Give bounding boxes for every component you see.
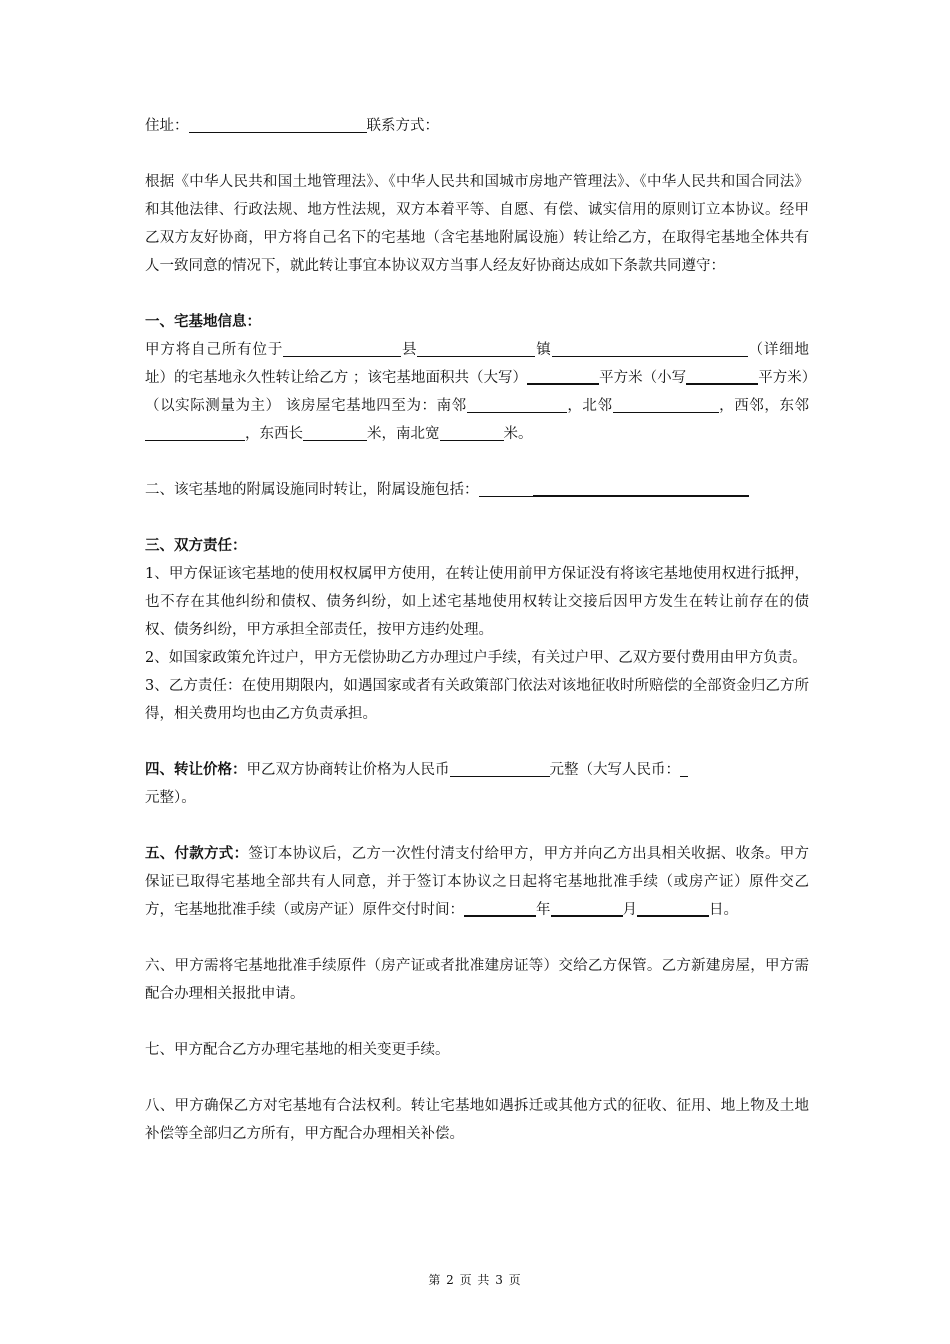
- price-blank: [450, 758, 550, 777]
- s4-text-3: 元整）。: [145, 790, 196, 806]
- section-8: 八、甲方确保乙方对宅基地有合法权利。转让宅基地如遇拆迁或其他方式的征收、征用、地上物及土地补偿等全部归乙方所有，甲方配合办理相关补偿。: [145, 1098, 809, 1142]
- south-blank: [467, 394, 567, 413]
- detail-address-blank: [552, 338, 748, 357]
- s2-text: 二、该宅基地的附属设施同时转让，附属设施包括：: [145, 482, 479, 498]
- east-blank: [145, 422, 245, 441]
- section-3-item-2: 2、如国家政策允许过户，甲方无偿协助乙方办理过户手续，有关过户甲、乙双方要付费用由甲方负责。: [145, 650, 807, 666]
- facilities-blank-b: [533, 477, 749, 497]
- length-blank: [303, 422, 367, 441]
- s5-heading: 五、付款方式：: [145, 845, 249, 862]
- section-3-heading: 三、双方责任：: [145, 537, 247, 554]
- s5-text-2: 年: [536, 902, 551, 918]
- s4-text-2: 元整（大写人民币：: [549, 762, 680, 778]
- s1-text-3: 镇: [535, 342, 552, 358]
- s5-text-4: 日。: [709, 902, 738, 918]
- s1-text-8: ，西邻，东邻: [718, 398, 810, 414]
- facilities-blank-a: [479, 478, 533, 497]
- area-lower-blank: [686, 365, 758, 385]
- day-blank: [637, 897, 709, 917]
- section-5: [145, 840, 809, 924]
- s4-heading: 四、转让价格：: [145, 761, 247, 778]
- preamble: 根据《中华人民共和国土地管理法》、《中华人民共和国城市房地产管理法》、《中华人民共和国合同法》和其他法律、行政法规、地方性法规，双方本着平等、自愿、有偿、诚实信用的原则订立本协议。经甲乙双方友好协商，甲方将自己名下的宅基地（含宅基地附属设施）转让给乙方，在取得宅基地全体共有人一致同意的情况下，就此转让事宜本协议双方当事人经友好协商达成如下条款共同遵守：: [145, 174, 809, 274]
- s1-text-1: 甲方将自己所有位于: [145, 342, 284, 358]
- s4-text-1: 甲乙双方协商转让价格为人民币: [246, 762, 450, 778]
- s5-text-3: 月: [622, 902, 637, 918]
- address-label: 住址：: [145, 118, 189, 134]
- section-3-item-3: 3、乙方责任：在使用期限内，如遇国家或者有关政策部门依法对该地征收时所赔偿的全部资金归乙方所得，相关费用均也由乙方负责承担。: [145, 678, 809, 722]
- town-blank: [417, 338, 535, 357]
- contact-label: 联系方式：: [366, 118, 439, 134]
- year-blank: [464, 897, 536, 917]
- address-line: [145, 112, 809, 140]
- area-upper-blank: [527, 365, 599, 385]
- section-1-heading: 一、宅基地信息：: [145, 313, 261, 330]
- s1-text-11: 米。: [503, 426, 533, 442]
- section-4: [145, 756, 809, 812]
- section-7: 七、甲方配合乙方办理宅基地的相关变更手续。: [145, 1042, 450, 1058]
- page-number-footer: 第 2 页 共 3 页: [428, 1273, 522, 1287]
- s1-text-5: 平方米（小写: [599, 370, 687, 386]
- s1-text-7: ，北邻: [566, 398, 613, 414]
- s1-text-9: ，东西长: [245, 426, 303, 442]
- s1-text-10: 米，南北宽: [367, 426, 440, 442]
- s1-text-4: （详细地址）的宅基地永久性转让给乙方 ；该宅基地面积共（大写）: [145, 342, 810, 386]
- county-blank: [283, 338, 401, 357]
- s1-text-2: 县: [401, 342, 418, 358]
- address-blank: [189, 114, 367, 133]
- document-body: [145, 112, 809, 1148]
- s5-text-1: 签订本协议后，乙方一次性付清支付给甲方，甲方并向乙方出具相关收据、收条。甲方保证已取得宅基地全部共有人同意，并于签订本协议之日起将宅基地批准手续（或房产证）原件交乙方，宅基地批准手续（或房产证）原件交付时间：: [145, 846, 810, 918]
- s1-text-6: 平方米）（以实际测量为主） 该房屋宅基地四至为：南邻: [145, 370, 810, 414]
- price-upper-blank: [680, 758, 688, 777]
- width-blank: [440, 422, 504, 441]
- section-2: [145, 476, 809, 504]
- north-blank: [613, 394, 719, 413]
- month-blank: [551, 897, 623, 917]
- section-6: 六、甲方需将宅基地批准手续原件（房产证或者批准建房证等）交给乙方保管。乙方新建房屋，甲方需配合办理相关报批申请。: [145, 958, 809, 1002]
- section-1-body: [145, 336, 809, 448]
- section-3-item-1: 1、甲方保证该宅基地的使用权权属甲方使用，在转让使用前甲方保证没有将该宅基地使用权进行抵押，也不存在其他纠纷和债权、债务纠纷，如上述宅基地使用权转让交接后因甲方发生在转让前存在的债权、债务纠纷，甲方承担全部责任，按甲方违约处理。: [145, 566, 809, 638]
